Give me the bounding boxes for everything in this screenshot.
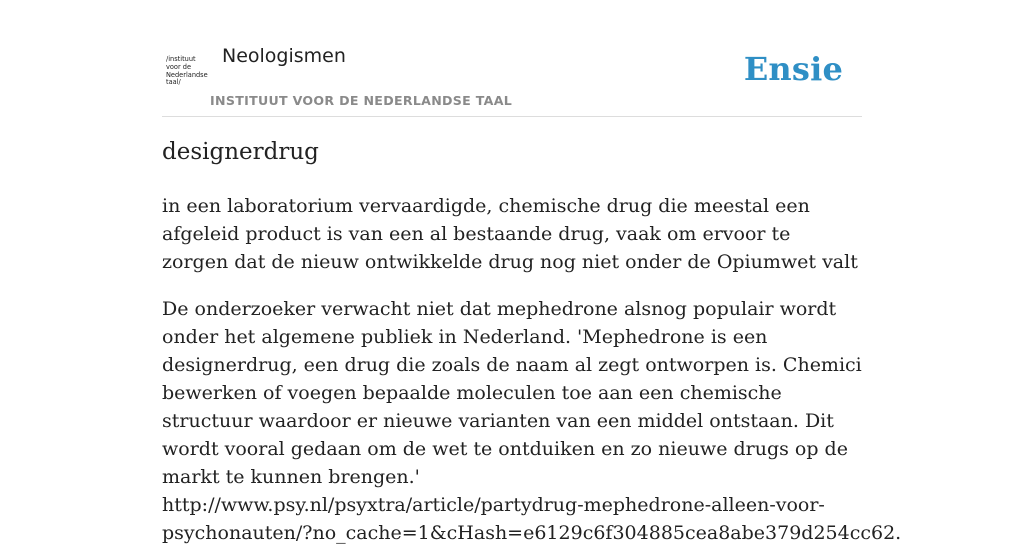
source-link-line-2[interactable]: psychonauten/?no_cache=1&cHash=e6129c6f304885cea8abe379d254cc62. <box>162 522 902 544</box>
source-link-line-1[interactable]: http://www.psy.nl/psyxtra/article/partydrug-mephedrone-alleen-voor- <box>162 494 825 516</box>
header <box>162 0 862 117</box>
example-block <box>162 295 902 547</box>
ensie-logo[interactable]: Ensie <box>743 50 843 88</box>
category-title[interactable]: Neologismen <box>222 45 346 67</box>
term-title: designerdrug <box>162 139 319 165</box>
entry-card <box>162 0 902 544</box>
definition-text: in een laboratorium vervaardigde, chemische drug die meestal een afgeleid product is van een al bestaande drug, vaak om ervoor te zorgen dat de nieuw ontwikkelde drug nog niet onder de Opiumwet valt <box>162 195 858 273</box>
ivdnt-logo[interactable]: /instituut voor de Nederlandse taal/ <box>166 55 208 87</box>
example-quote: De onderzoeker verwacht niet dat mephedrone alsnog populair wordt onder het algemene publiek in Nederland. 'Mephedrone is een designerdrug, een drug die zoals de naam al zegt ontworpen is. Chemici bewerken of voegen bepaalde moleculen toe aan een chemische structuur waardoor er nieuwe varianten van een middel ontstaan. Dit wordt vooral gedaan om de wet te ontduiken en zo nieuwe drugs op de markt te kunnen brengen.' <box>162 298 862 488</box>
institute-name: INSTITUUT VOOR DE NEDERLANDSE TAAL <box>210 93 513 108</box>
